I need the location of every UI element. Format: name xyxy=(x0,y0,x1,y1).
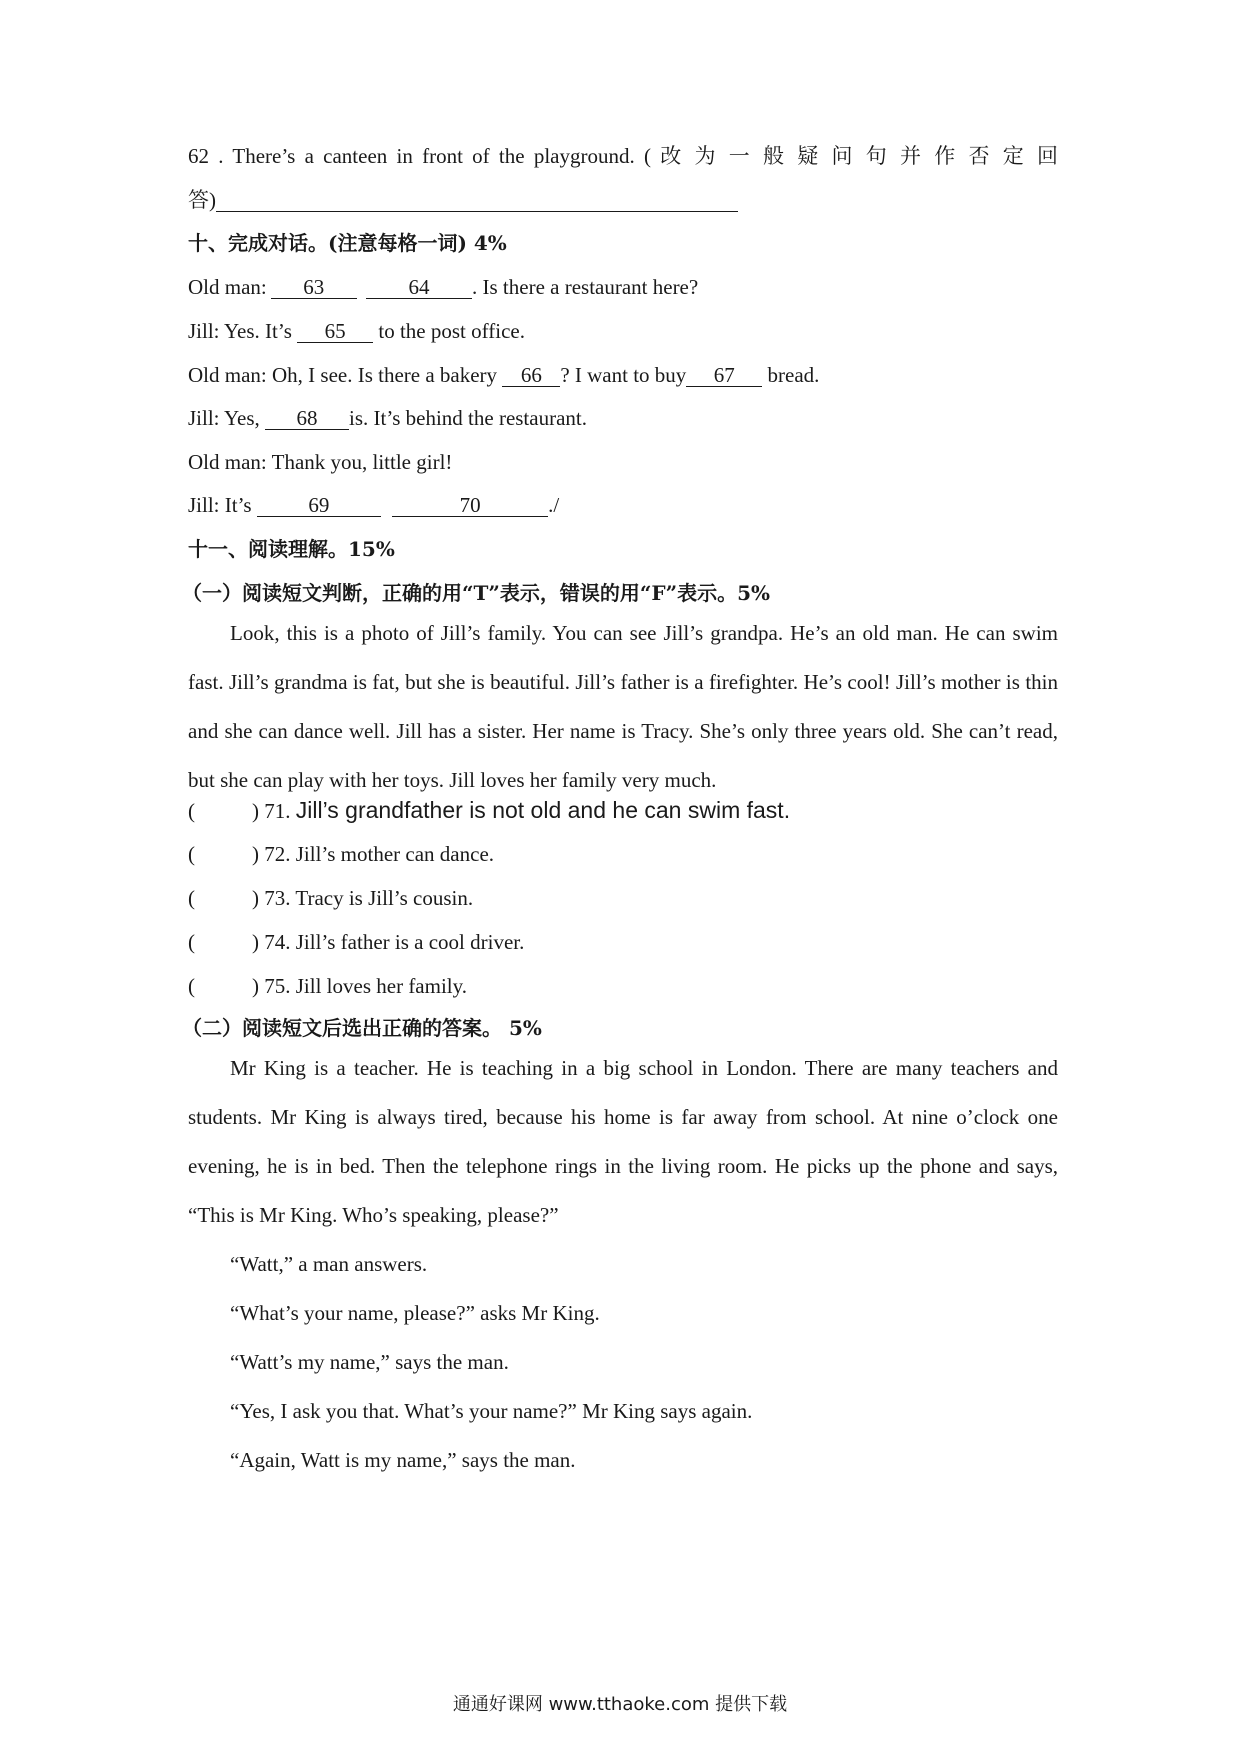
item-number: ) 72. xyxy=(252,842,291,866)
passage-2-text: Mr King is a teacher. He is teaching in a big school in London. There are many teachers and students. Mr King is always tired, because his home is far away from school. At nine o’clock one evening, he is in bed. Then the telephone rings in the living room. He picks up the phone and says, “This is Mr King. Who’s speaking, please?” xyxy=(188,1056,1058,1227)
dialogue-text: bread. xyxy=(767,363,820,387)
tf-item-72 xyxy=(188,840,1058,868)
part1-heading: （一）阅读短文判断，正确的用“T”表示，错误的用“F”表示。5% xyxy=(182,581,771,605)
blank-63[interactable]: 63 xyxy=(271,276,357,299)
tf-item-71 xyxy=(188,796,1058,825)
passage-2-dialogue: “Again, Watt is my name,” says the man. xyxy=(230,1448,576,1472)
item-text: Jill’s father is a cool driver. xyxy=(295,930,525,954)
answer-paren[interactable]: ( xyxy=(188,842,195,866)
passage-1 xyxy=(188,609,1058,805)
q62-answer-prefix: 答) xyxy=(188,188,216,212)
tf-item-74 xyxy=(188,928,1058,956)
tf-item-75 xyxy=(188,972,1058,1000)
section10-heading: 十、完成对话。(注意每格一词) 4% xyxy=(188,231,507,255)
dialogue-text: Jill: Yes, xyxy=(188,406,260,430)
passage-2-dialogue: “Yes, I ask you that. What’s your name?” Mr King says again. xyxy=(230,1399,753,1423)
blank-65[interactable]: 65 xyxy=(297,320,373,343)
passage-2-dialogue: “What’s your name, please?” asks Mr King. xyxy=(230,1301,600,1325)
tf-item-73 xyxy=(188,884,1058,912)
item-text: Jill’s mother can dance. xyxy=(295,842,495,866)
q62-answer-blank[interactable] xyxy=(216,189,738,212)
page-footer: 通通好课网 www.tthaoke.com 提供下载 xyxy=(452,1694,788,1715)
passage-2-dialogue: “Watt’s my name,” says the man. xyxy=(230,1350,509,1374)
dialogue-line-1 xyxy=(188,273,1058,301)
dialogue-text: is. It’s behind the restaurant. xyxy=(349,406,587,430)
blank-64[interactable]: 64 xyxy=(366,276,472,299)
dialogue-text: Old man: Oh, I see. Is there a bakery xyxy=(188,363,498,387)
dialogue-line-5: Old man: Thank you, little girl! xyxy=(188,450,453,474)
dialogue-text: ./ xyxy=(548,493,560,517)
dialogue-line-3 xyxy=(188,361,1058,389)
answer-paren[interactable]: ( xyxy=(188,930,195,954)
speaker-old-man: Old man: xyxy=(188,275,267,299)
passage-2 xyxy=(188,1044,1058,1485)
blank-68[interactable]: 68 xyxy=(265,407,349,430)
answer-paren[interactable]: ( xyxy=(188,799,195,823)
item-text: Jill’s grandfather is not old and he can swim fast. xyxy=(295,797,791,823)
passage-2-dialogue: “Watt,” a man answers. xyxy=(230,1252,428,1276)
item-number: ) 73. xyxy=(252,886,291,910)
blank-67[interactable]: 67 xyxy=(686,364,762,387)
item-text: Jill loves her family. xyxy=(295,974,468,998)
dialogue-text: to the post office. xyxy=(378,319,525,343)
dialogue-text: Jill: It’s xyxy=(188,493,252,517)
item-number: ) 74. xyxy=(252,930,291,954)
dialogue-line-6 xyxy=(188,491,1058,519)
dialogue-text: Jill: Yes. It’s xyxy=(188,319,292,343)
blank-70[interactable]: 70 xyxy=(392,494,548,517)
dialogue-line-2 xyxy=(188,317,1058,345)
dialogue-text: . Is there a restaurant here? xyxy=(472,275,699,299)
answer-paren[interactable]: ( xyxy=(188,974,195,998)
item-number: ) 71. xyxy=(252,799,291,823)
item-number: ) 75. xyxy=(252,974,291,998)
blank-66[interactable]: 66 xyxy=(502,364,560,387)
blank-69[interactable]: 69 xyxy=(257,494,381,517)
dialogue-line-4 xyxy=(188,404,1058,432)
dialogue-text: ? I want to buy xyxy=(560,363,687,387)
section11-heading: 十一、阅读理解。15% xyxy=(188,537,395,561)
item-text: Tracy is Jill’s cousin. xyxy=(295,886,474,910)
q62-line2 xyxy=(188,186,1058,214)
q62-line1: 62 . There’s a canteen in front of the playground. ( 改 为 一 般 疑 问 句 并 作 否 定 回 xyxy=(188,144,1058,168)
answer-paren[interactable]: ( xyxy=(188,886,195,910)
part2-heading: （二）阅读短文后选出正确的答案。 5% xyxy=(182,1016,542,1040)
passage-1-text: Look, this is a photo of Jill’s family. You can see Jill’s grandpa. He’s an old man. He can swim fast. Jill’s grandma is fat, but she is beautiful. Jill’s father is a firefighter. He’s cool! Jill’s mother is thin and she can dance well. Jill has a sister. Her name is Tracy. She’s only three years old. She can’t read, but she can play with her toys. Jill loves her family very much. xyxy=(188,621,1058,792)
